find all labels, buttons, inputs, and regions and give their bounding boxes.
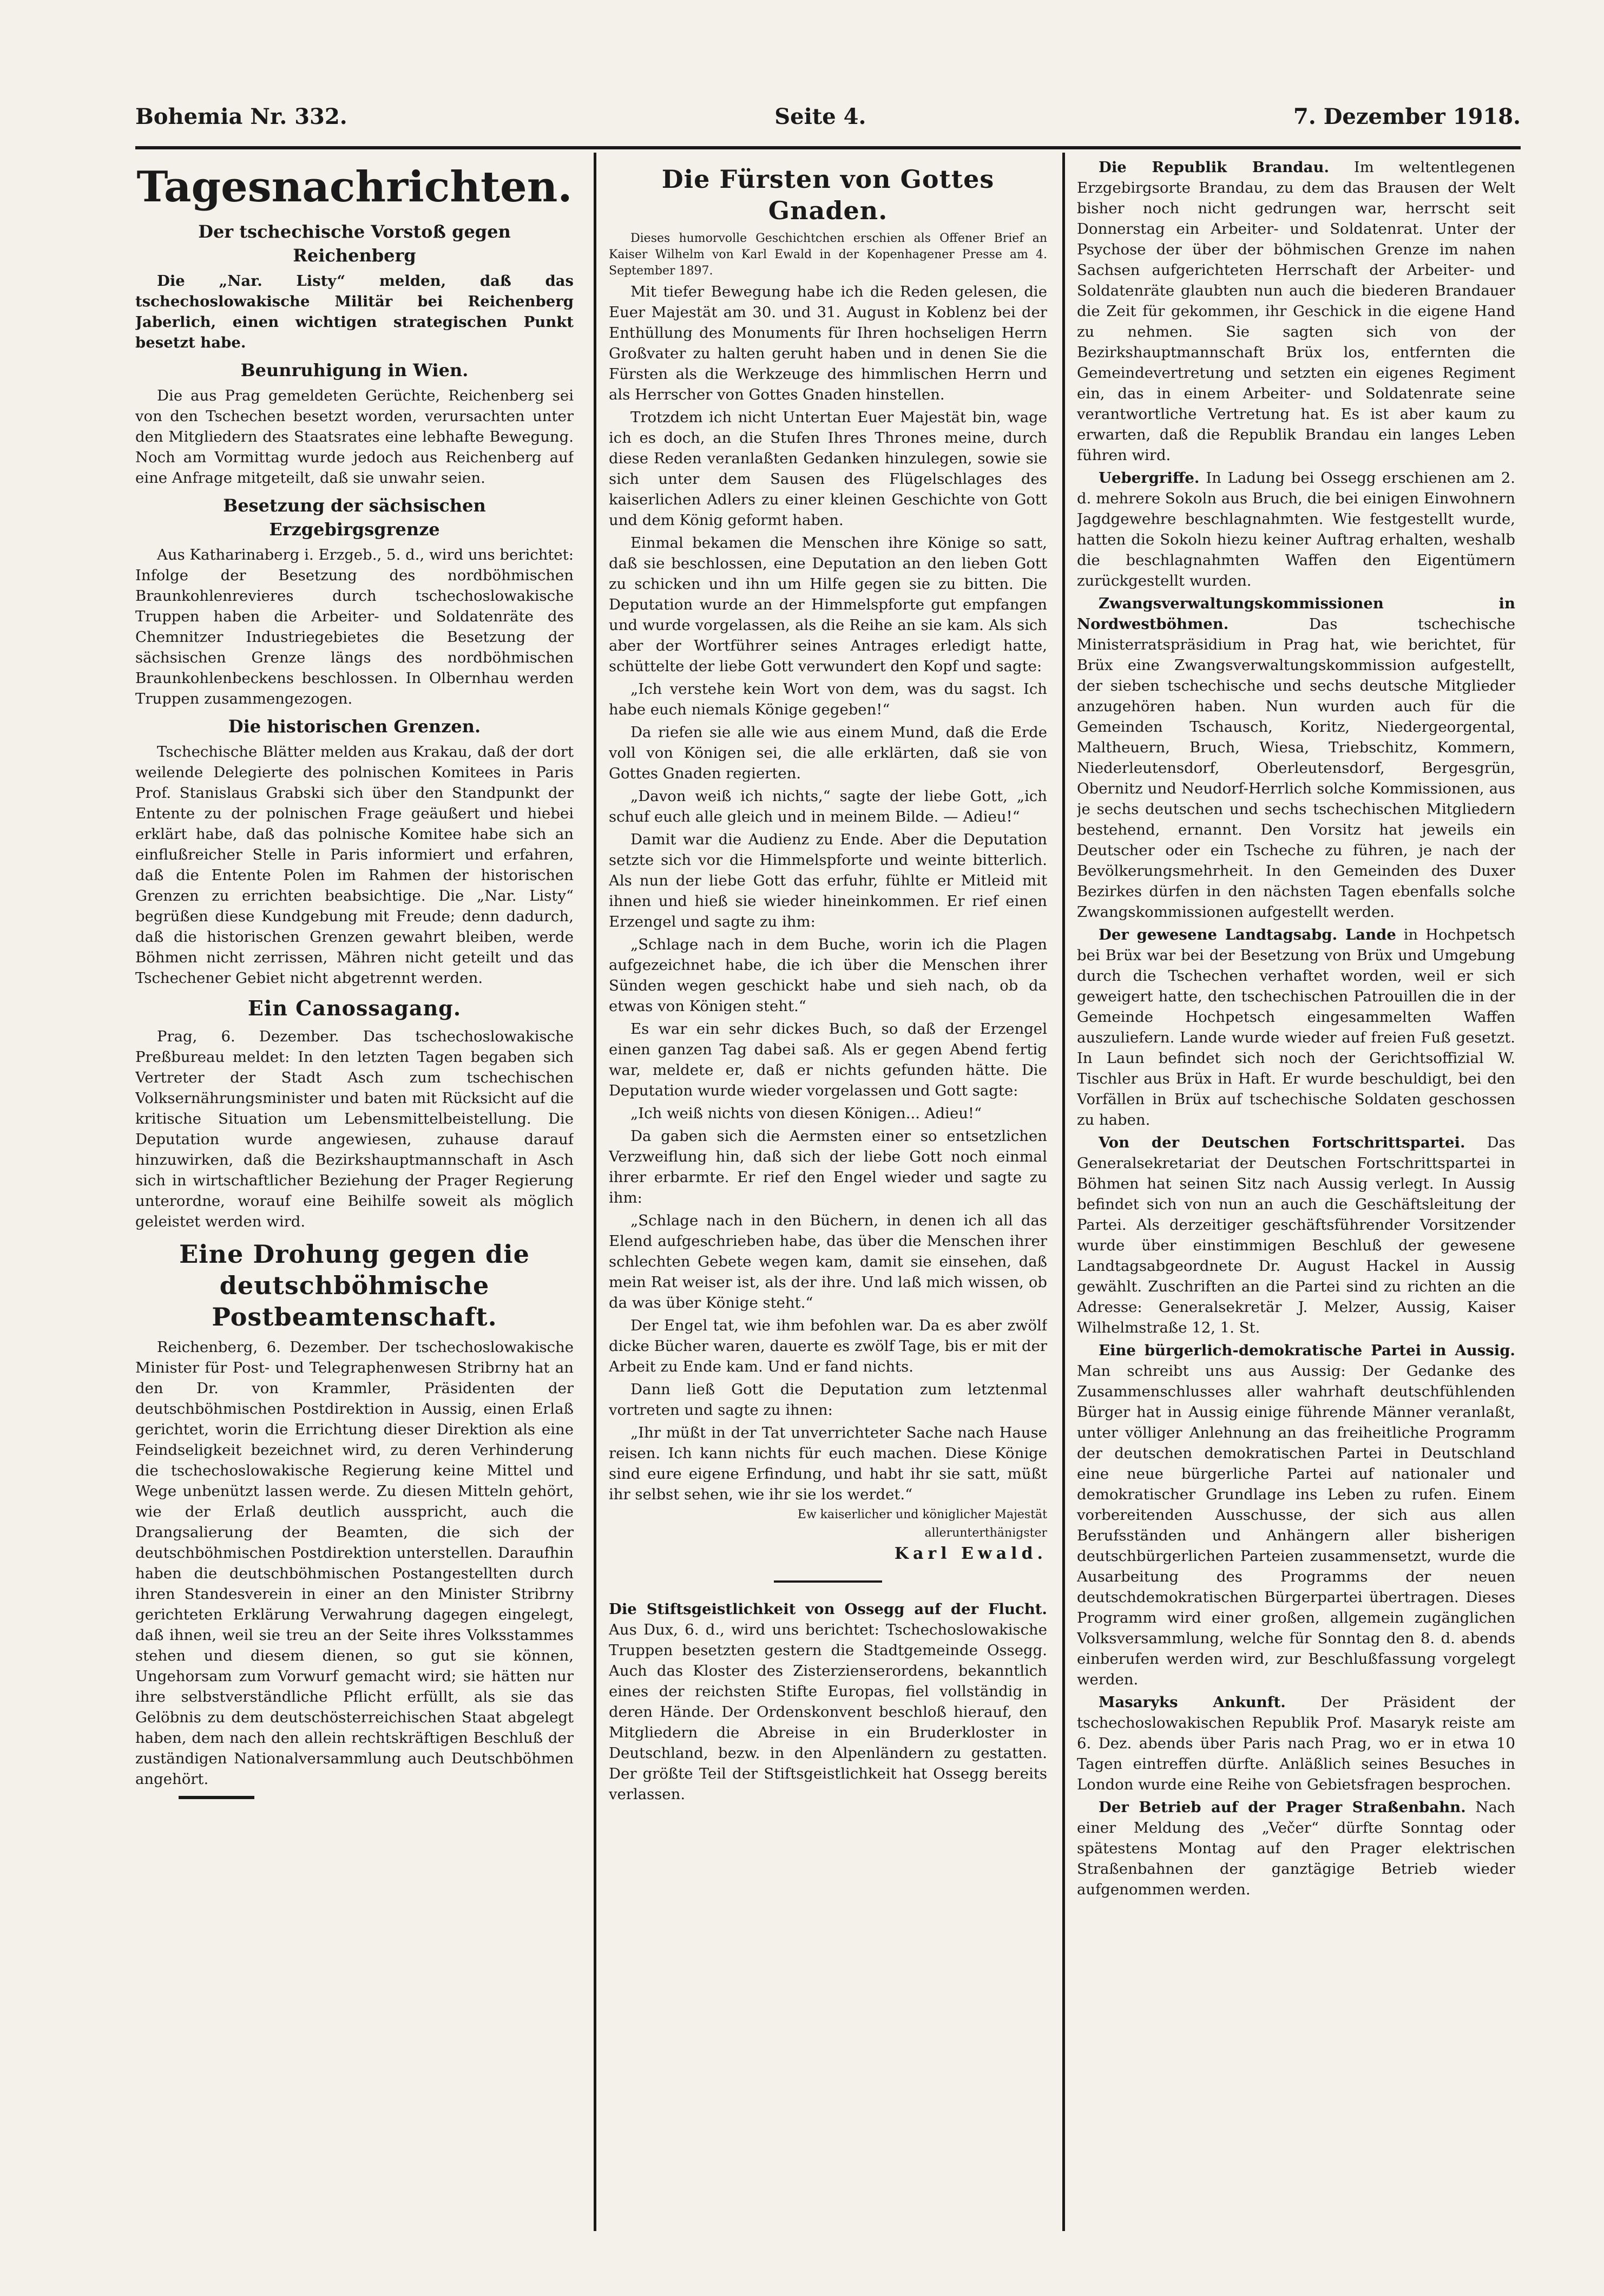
column-1 bbox=[135, 157, 574, 2235]
article-title-zwang: Zwangsverwaltungskommissionen in Nordwestböhmen. bbox=[1077, 595, 1515, 633]
article-text-fortschritt: Das Generalsekretariat der Deutschen Fortschrittspartei in Böhmen hat seinen Sitz nach Aussig verlegt. In Aussig befindet sich von nun an auch die Geschäftsleitung der Partei. Als derzeitiger geschäftsführender Vorsitzender wurde über einstimmigen Beschluß der gewesene Landtagsabgeordnete Dr. August Hackel in Aussig gewählt. Zuschriften an die Partei sind zu richten an die Adresse: Generalsekretär J. Melzer, Aussig, Kaiser Wilhelmstraße 12, 1. St. bbox=[1077, 1134, 1515, 1336]
fuersten-paragraph: Trotzdem ich nicht Untertan Euer Majestät bin, wage ich es doch, an die Stufen Ihres Thrones meine, durch diese Reden veranlaßten Gedanken hinzulegen, sowie sie sich unter dem Sausen des Flügelschlages des kaiserlichen Adlers zu einer kleinen Geschichte von Gott und dem König geformt haben. bbox=[609, 409, 1047, 529]
fuersten-paragraph: Einmal bekamen die Menschen ihre Könige so satt, daß sie beschlossen, eine Deputation an den lieben Gott zu schicken und ihn um Hilfe gegen sie zu bitten. Die Deputation wurde an der Himmelspforte gut empfangen und wurde vorgelassen, als die Reihe an sie kam. Als sich aber der Wortführer seines Antrages erledigt hatte, schüttelte der liebe Gott verwundert den Kopf und sagte: bbox=[609, 534, 1047, 675]
section-title: Tagesnachrichten. bbox=[136, 162, 573, 212]
column-3 bbox=[1077, 157, 1515, 2235]
article-title-brandau: Die Republik Brandau. bbox=[1099, 159, 1330, 176]
masthead bbox=[135, 92, 1521, 141]
article-title-drohung: Eine Drohung gegen die deutschböhmische Postbeamtenschaft. bbox=[179, 1239, 530, 1331]
fuersten-paragraph: „Schlage nach in dem Buche, worin ich die Plagen aufgezeichnet habe, die ich über die Menschen ihrer Sünden wegen geschickt habe und sieh nach, ob da etwas von Königen steht.“ bbox=[609, 936, 1047, 1015]
article-title-fortschritt: Von der Deutschen Fortschrittspartei. bbox=[1099, 1134, 1465, 1151]
issue-number: Bohemia Nr. 332. bbox=[135, 103, 347, 129]
article-title-wien: Beunruhigung in Wien. bbox=[240, 360, 469, 381]
header-rule bbox=[135, 146, 1521, 149]
article-text-lande: in Hochpetsch bei Brüx war bei der Besetzung von Brüx und Umgebung durch die Tschechen verhaftet worden, weil er sich geweigert hatte, den tschechischen Patrouillen die in der Gemeinde Hochpetsch eingesammelten Waffen auszuliefern. Lande wurde wieder auf freien Fuß gesetzt. In Laun befindet sich noch der Gerichtsoffizial W. Tischler aus Brüx in Haft. Er wurde beschuldigt, bei den Vorfällen in Brüx auf tschechische Soldaten geschossen zu haben. bbox=[1077, 926, 1515, 1129]
fuersten-paragraph: „Ich verstehe kein Wort von dem, was du sagst. Ich habe euch niemals Könige gegeben!“ bbox=[609, 680, 1047, 718]
fuersten-paragraph: „Ich weiß nichts von diesen Königen... Adieu!“ bbox=[630, 1105, 982, 1122]
fuersten-paragraph: „Davon weiß ich nichts,“ sagte der liebe Gott, „ich schuf euch alle gleich und in meinem Bilde. — Adieu!“ bbox=[609, 788, 1047, 825]
article-text-stift: Aus Dux, 6. d., wird uns berichtet: Tschechoslowakische Truppen besetzten gestern die Stadtgemeinde Ossegg. Auch das Kloster des Zisterzienserordens, bekanntlich eines der reichsten Stifte Europas, fiel vollständig in deren Hände. Der Ordenskonvent beschloß hierauf, den Mitgliedern die Abreise in ein Bruderkloster in Deutschland, bezw. in den Alpenländern zu gestatten. Der größte Teil der Stiftsgeistlichkeit hat Ossegg bereits verlassen. bbox=[609, 1621, 1047, 1803]
article-text-zwang: Das tschechische Ministerratspräsidium in Prag hat, wie berichtet, für Brüx eine Zwangsverwaltungskommission aufgestellt, der sieben tschechische und sechs deutsche Mitglieder anzugehören haben. Nun wurden auch für die Gemeinden Tschausch, Koritz, Niedergeorgental, Maltheuern, Bruch, Wiesa, Triebschitz, Kommern, Niederleutensdorf, Oberleutensdorf, Bergesgrün, Obernitz und Neudorf-Herrlich solche Kommissionen, aus je sechs deutschen und sechs tschechischen Mitgliedern bestehend, ernannt. Den Vorsitz hat jeweils ein Deutscher oder ein Tscheche zu führen, je nach der Bevölkerungsmehrheit. In den Gemeinden des Duxer Bezirkes dürfen in den nächsten Tagen ebenfalls solche Zwangskommissionen aufgestellt werden. bbox=[1077, 615, 1515, 921]
fuersten-paragraph: Damit war die Audienz zu Ende. Aber die Deputation setzte sich vor die Himmelspforte und weinte bitterlich. Als nun der liebe Gott das erfuhr, fühlte er Mitleid mit ihnen und hieß sie wieder hineinkommen. Er rief einen Erzengel und sagte zu ihm: bbox=[609, 831, 1047, 930]
article-title-buerger: Eine bürgerlich-demokratische Partei in Aussig. bbox=[1099, 1342, 1515, 1359]
article-text-wien: Die aus Prag gemeldeten Gerüchte, Reichenberg sei von den Tschechen besetzt worden, verursachten unter den Mitgliedern des Staatsrates eine lebhafte Bewegung. Noch am Vormittag wurde jedoch aus Reichenberg auf eine Anfrage mitgeteilt, daß sie unwahr seien. bbox=[135, 387, 574, 487]
fuersten-paragraph: Dann ließ Gott die Deputation zum letztenmal vortreten und sagte zu ihnen: bbox=[609, 1381, 1047, 1419]
article-title-historisch: Die historischen Grenzen. bbox=[228, 716, 481, 737]
article-title-stift: Die Stiftsgeistlichkeit von Ossegg auf der Flucht. bbox=[609, 1600, 1047, 1618]
article-lead-reichenberg: Die „Nar. Listy“ melden, daß das tschechoslowakische Militär bei Reichenberg Jaberlich, einen wichtigen strategischen Punkt besetzt habe. bbox=[135, 272, 574, 351]
issue-date: 7. Dezember 1918. bbox=[1293, 103, 1521, 129]
article-title-canossa: Ein Canossagang. bbox=[247, 996, 462, 1020]
fuersten-paragraph: Da riefen sie alle wie aus einem Mund, daß die Erde voll von Königen sei, die alle erklärten, daß sie von Gottes Gnaden regierten. bbox=[609, 724, 1047, 782]
article-intro-fuersten: Dieses humorvolle Geschichtchen erschien als Offener Brief an Kaiser Wilhelm von Karl Ewald in der Kopenhagener Presse am 4. September 1897. bbox=[609, 232, 1047, 278]
column-rule-2 bbox=[1062, 153, 1065, 2231]
article-text-masaryk: Der Präsident der tschechoslowakischen Republik Prof. Masaryk reiste am 6. Dez. abends über Paris nach Prag, wo er in etwa 10 Tagen eintreffen dürfte. Anläßlich seines Besuches in London wurde eine Reihe von Gebietsfragen besprochen. bbox=[1077, 1694, 1515, 1793]
column-2 bbox=[609, 157, 1047, 2235]
newspaper-page bbox=[135, 92, 1521, 2235]
article-title-fuersten: Die Fürsten von Gottes Gnaden. bbox=[661, 165, 995, 225]
article-text-buerger: Man schreibt uns aus Aussig: Der Gedanke des Zusammenschlusses aller wahrhaft deutschfühlenden Bürger hat in Aussig einige führende Männer veranlaßt, unter völliger Anlehnung an das freiheitliche Programm der deutschen demokratischen Partei in Deutschland eine neue bürgerliche Partei auf nationaler und demokratischer Grundlage ins Leben zu rufen. Einem vorbereitenden Ausschusse, der sich aus allen Berufsständen und Anhängern aller bisherigen deutschbürgerlichen Parteien zusammensetzt, wurde die Ausarbeitung des Programms der neuen deutschdemokratischen Bürgerpartei übertragen. Dieses Programm wird einer großen, allgemein zugänglichen Volksversammlung, welche für Sonntag den 8. d. abends einberufen werden wird, zur Beschlußfassung vorgelegt werden. bbox=[1077, 1362, 1515, 1688]
fuersten-paragraph: Mit tiefer Bewegung habe ich die Reden gelesen, die Euer Majestät am 30. und 31. August in Koblenz bei der Enthüllung des Monuments für Ihren hochseligen Herrn Großvater zu halten geruht haben und in denen Sie die Fürsten als die Werkzeuge des himmlischen Herrn und als Herrscher von Gottes Gnaden hinstellen. bbox=[609, 283, 1047, 403]
end-rule bbox=[179, 1796, 254, 1799]
signature-line-2: allerunterthänigster bbox=[924, 1526, 1047, 1540]
article-text-bahn: Nach einer Meldung des „Večer“ dürfte Sonntag oder spätestens Montag auf den Prager elektrischen Straßenbahnen der ganztägige Betrieb wieder aufgenommen werden. bbox=[1077, 1799, 1515, 1898]
column-rule-1 bbox=[594, 153, 596, 2231]
fuersten-paragraph: „Ihr müßt in der Tat unverrichteter Sache nach Hause reisen. Ich kann nichts für euch machen. Diese Könige sind eure eigene Erfindung, und habt ihr sie satt, müßt ihr selbst sehen, wie ihr sie los werdet.“ bbox=[609, 1424, 1047, 1503]
article-text-drohung: Reichenberg, 6. Dezember. Der tschechoslowakische Minister für Post- und Telegraphenwesen Stribrny hat an den Dr. von Krammler, Präsidenten der deutschböhmischen Postdirektion in Aussig, einen Erlaß gerichtet, worin die Errichtung dieser Direktion als eine Feindseligkeit bezeichnet wird, zu deren Verhinderung die tschechoslowakische Regierung keine Mittel und Wege unbenützt lassen werde. Zu diesen Mitteln gehört, wie der Erlaß deutlich ausspricht, auch die Drangsalierung der Beamten, die sich der deutschböhmischen Postdirektion unterstellen. Daraufhin haben die deutschböhmischen Postangestellten durch ihren Standesverein in einer an den Minister Stribrny gerichteten Erklärung Verwahrung dagegen eingelegt, daß ihnen, weil sie treu an der Seite ihres Volksstammes stehen und diesem dienen, so gut sie können, Ungehorsam zum Vorwurf gemacht wird; sie hätten nur ihre selbstverständliche Pflicht erfüllt, als sie das Gelöbnis zu dem deutschösterreichischen Staat abgelegt haben, dem nach den allein rechtskräftigen Beschluß der zuständigen Nationalversammlung auch Deutschböhmen angehört. bbox=[135, 1339, 574, 1788]
signature-name: Karl Ewald. bbox=[894, 1544, 1047, 1563]
article-title-masaryk: Masaryks Ankunft. bbox=[1099, 1694, 1286, 1711]
article-title-grenze: Besetzung der sächsischen Erzgebirgsgrenze bbox=[223, 495, 486, 540]
fuersten-paragraph: Da gaben sich die Aermsten einer so entsetzlichen Verzweiflung hin, daß sich der liebe Gott noch einmal ihrer erbarmte. Er rief den Engel wieder und sagte zu ihm: bbox=[609, 1127, 1047, 1206]
article-title-lande: Der gewesene Landtagsabg. Lande bbox=[1099, 926, 1396, 943]
article-text-brandau: Im weltentlegenen Erzgebirgsorte Brandau, zu dem das Brausen der Welt bisher noch nicht gedrungen war, herrscht seit Donnerstag ein Arbeiter- und Soldatenrat. Unter der Psychose der über der böhmischen Grenze im nahen Sachsen aufgerichteten Herrschaft der Arbeiter- und Soldatenräte glaubten nun auch die biederen Brandauer die Zeit für gekommen, ihr Geschick in die eigene Hand zu nehmen. Sie sagten sich von der Bezirkshauptmannschaft Brüx los, entfernten die Gemeindevertretung und setzten ein eigenes Regiment ein, das in einem Arbeiter- und Soldatenrate seine verantwortliche Vertretung hat. Es ist aber kaum zu erwarten, daß die Republik Brandau ein langes Leben führen wird. bbox=[1077, 159, 1515, 464]
article-text-uebergriffe: In Ladung bei Ossegg erschienen am 2. d. mehrere Sokoln aus Bruch, die bei einigen Einwohnern Jagdgewehre beschlagnahmten. Wie festgestellt wurde, hatten die Sokoln hiezu keiner Auftrag erhalten, weshalb die beschlagnahmten Waffen den Eigentümern zurückgestellt wurden. bbox=[1077, 469, 1515, 589]
article-text-canossa: Prag, 6. Dezember. Das tschechoslowakische Preßbureau meldet: In den letzten Tagen begaben sich Vertreter der Stadt Asch zum tschechischen Volksernährungsminister und baten mit Rücksicht auf die kritische Situation um Lebensmittelbeistellung. Die Deputation wurde angewiesen, zuhause darauf hinzuwirken, daß die Bezirkshauptmannschaft in Asch sich in wirtschaftlicher Beziehung der Prager Regierung unterordne, worauf eine Beihilfe soweit als möglich geleistet werden wird. bbox=[135, 1028, 574, 1230]
fuersten-paragraph: Es war ein sehr dickes Buch, so daß der Erzengel einen ganzen Tag dabei saß. Als er gegen Abend fertig war, meldete er, daß er nichts gefunden hätte. Die Deputation wurde wieder vorgelassen und Gott sagte: bbox=[609, 1020, 1047, 1099]
fuersten-paragraph: „Schlage nach in den Büchern, in denen ich all das Elend aufgeschrieben habe, das über die Menschen ihrer schlechten Gebete wegen kam, damit sie einsehen, daß mein Rat weiser ist, als der ihre. Und laß mich wissen, ob da was über Könige steht.“ bbox=[609, 1212, 1047, 1311]
article-text-historisch: Tschechische Blätter melden aus Krakau, daß der dort weilende Delegierte des polnischen Komitees in Paris Prof. Stanislaus Grabski sich über den Standpunkt der Entente zu der polnischen Frage geäußert und hiebei erklärt habe, daß das polnische Komitee habe sich an einflußreicher Stelle in Paris informiert und erfahren, daß die Entente Polen im Rahmen der historischen Grenzen zu errichten beabsichtige. Die „Nar. Listy“ begrüßen diese Kundgebung mit Freude; denn dadurch, daß die historischen Grenzen gewahrt bleiben, werde Böhmen nicht zerrissen, Mähren nicht geteilt und das Tschechener Gebiet nicht abgetrennt werden. bbox=[135, 743, 574, 987]
article-title-uebergriffe: Uebergriffe. bbox=[1099, 469, 1200, 487]
page-number: Seite 4. bbox=[774, 103, 866, 129]
article-divider bbox=[774, 1580, 882, 1583]
signature-line-1: Ew kaiserlicher und königlicher Majestät bbox=[797, 1508, 1047, 1521]
article-text-grenze: Aus Katharinaberg i. Erzgeb., 5. d., wird uns berichtet: Infolge der Besetzung des nordböhmischen Braunkohlenrevieres durch tschechoslowakische Truppen haben die Arbeiter- und Soldatenräte des Chemnitzer Industriegebietes die Besetzung der sächsischen Grenze längs des nordböhmischen Braunkohlenbeckens beschlossen. In Olbernhau werden Truppen zusammengezogen. bbox=[135, 546, 574, 707]
fuersten-paragraph: Der Engel tat, wie ihm befohlen war. Da es aber zwölf dicke Bücher waren, dauerte es zwölf Tage, bis er mit der Arbeit zu Ende kam. Und er fand nichts. bbox=[609, 1317, 1047, 1375]
article-title-bahn: Der Betrieb auf der Prager Straßenbahn. bbox=[1099, 1799, 1466, 1816]
article-title-reichenberg: Der tschechische Vorstoß gegen Reichenberg bbox=[198, 221, 511, 266]
